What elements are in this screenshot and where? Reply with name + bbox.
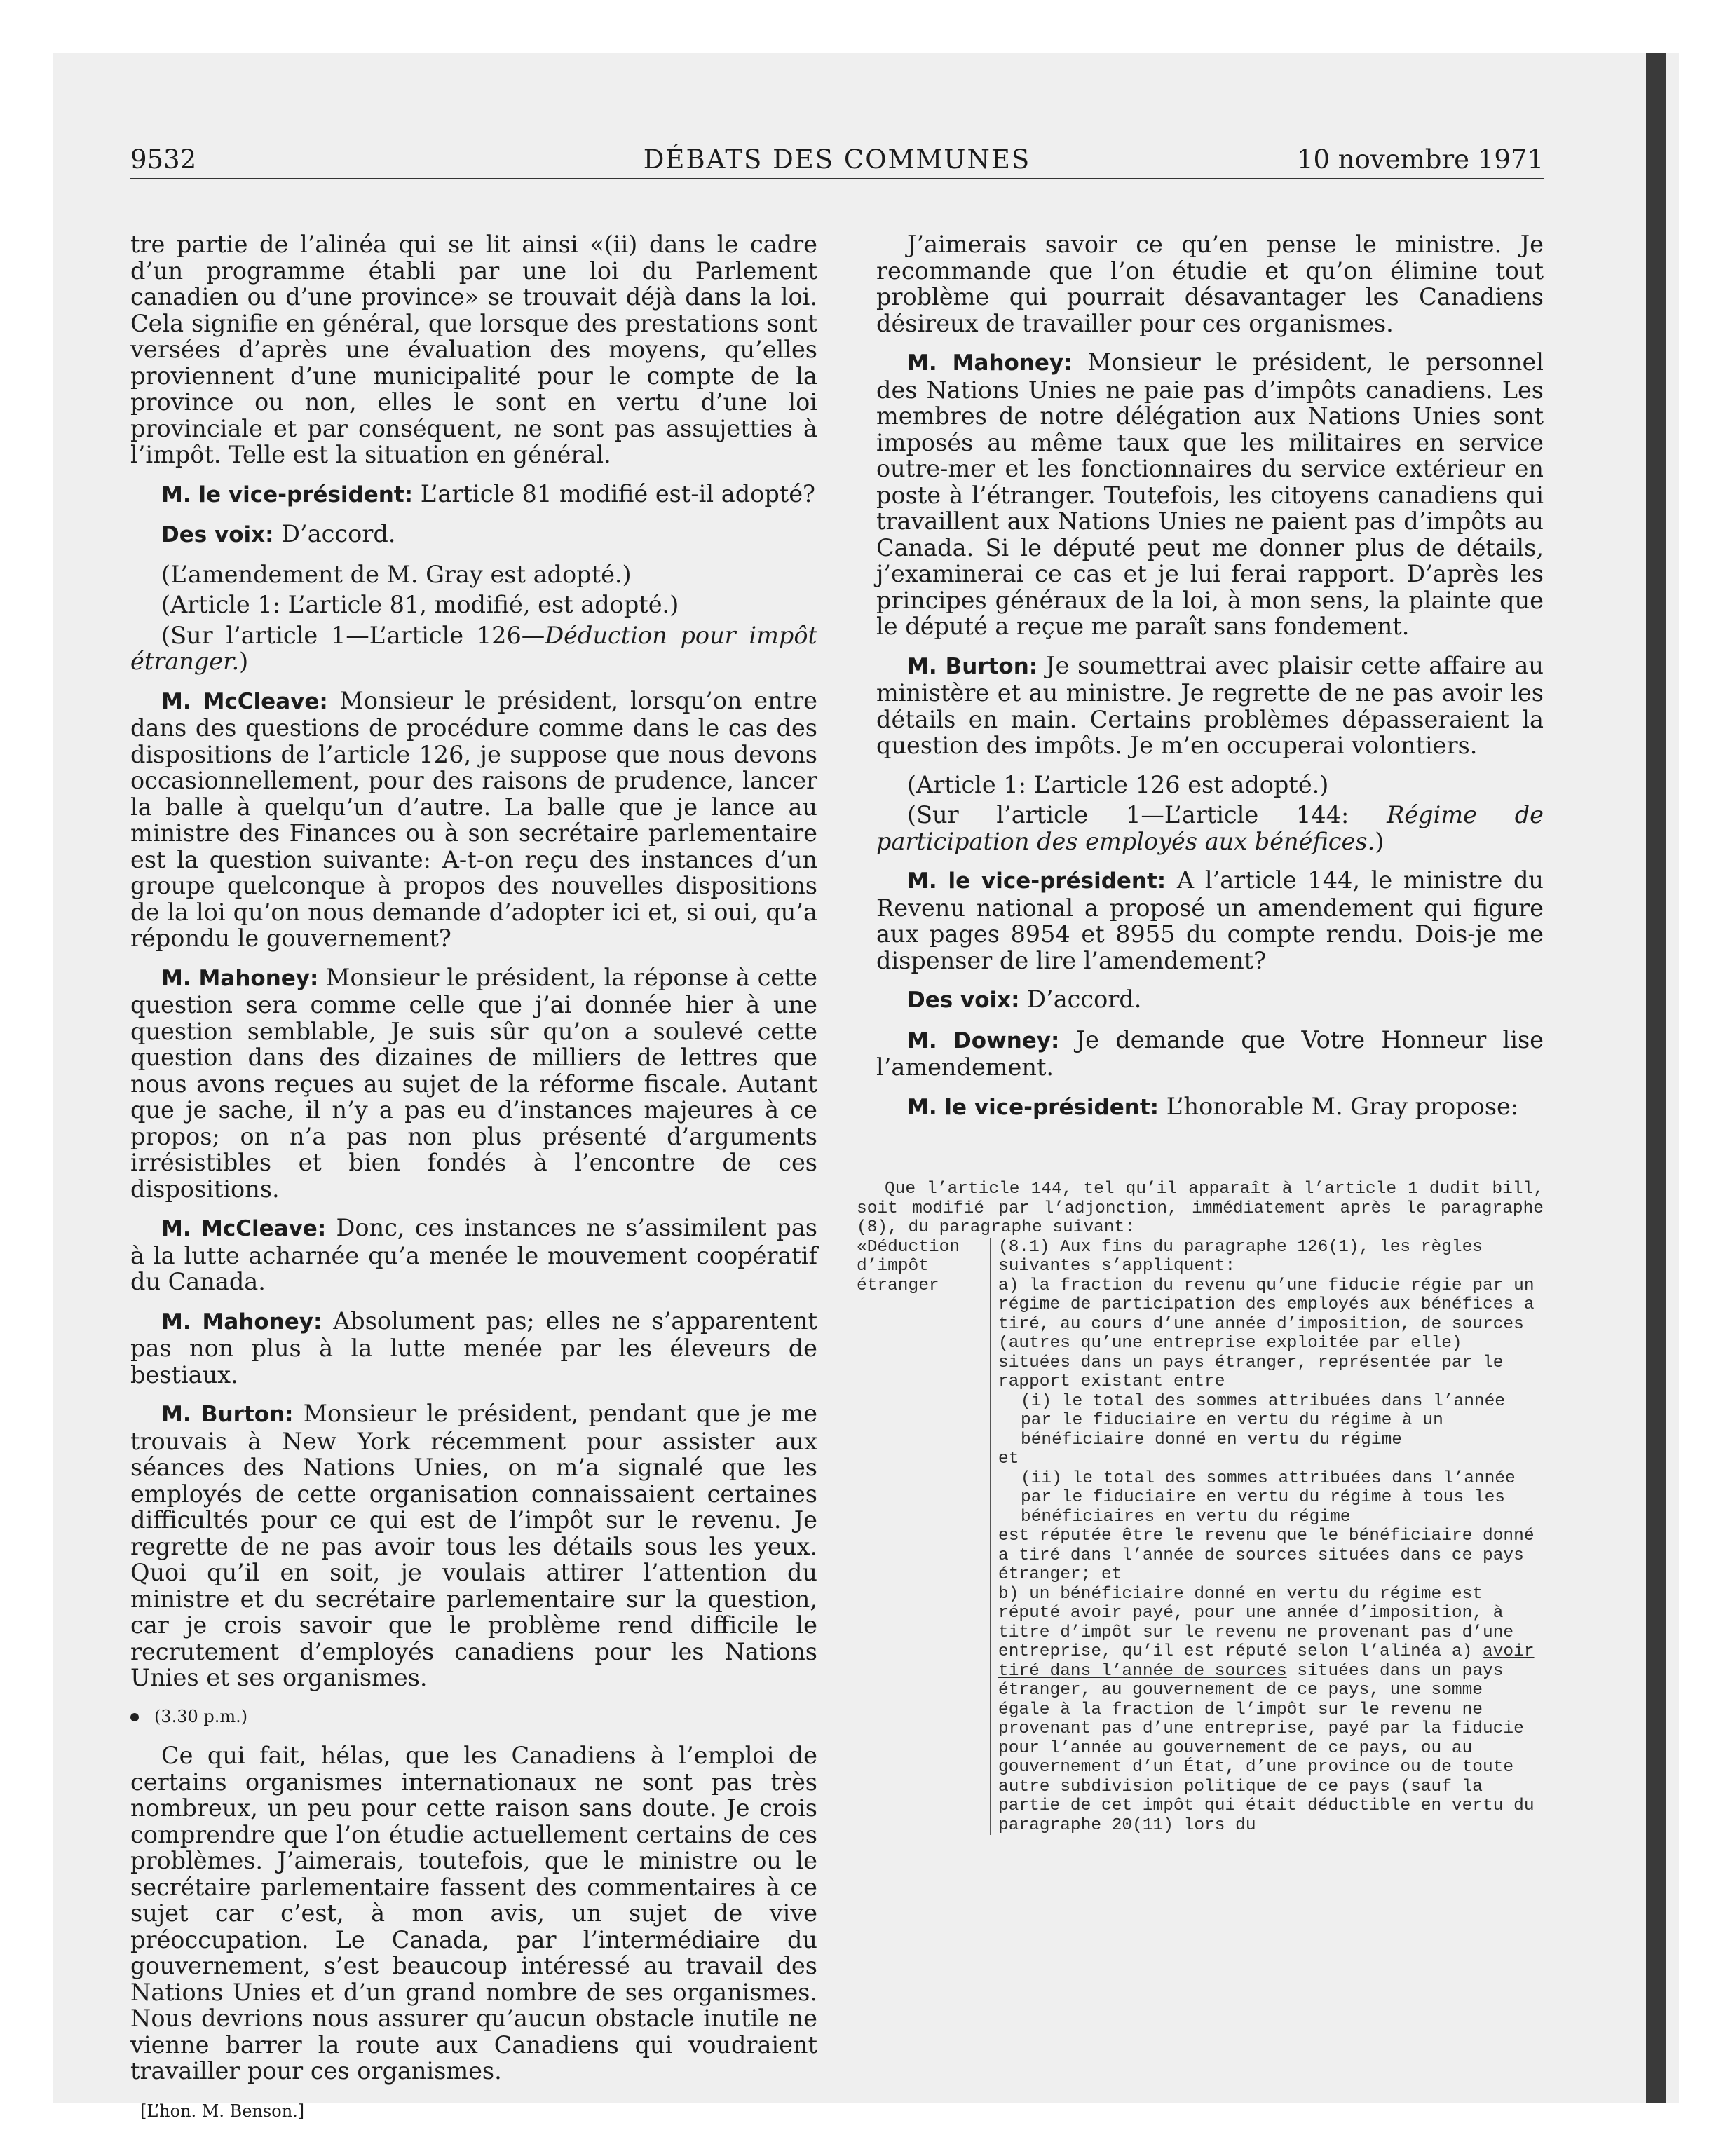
paragraph: J’aimerais savoir ce qu’en pense le ministre. Je recommande que l’on étudie et qu’on élimine tout problème qui pourrait désavantager les Canadiens désireux de travailler pour ces organismes. xyxy=(876,231,1544,337)
page-date: 10 novembre 1971 xyxy=(1296,144,1544,175)
speaker-name: M. Mahoney: xyxy=(161,965,319,991)
publication-title: DÉBATS DES COMMUNES xyxy=(643,144,1031,175)
procedural-note: (L’amendement de M. Gray est adopté.) xyxy=(161,560,632,588)
paragraph: Des voix: D’accord. xyxy=(161,520,396,547)
procedural-note: (Sur l’article 1—L’article 126—Déduction pour impôt étranger.) xyxy=(130,621,817,675)
right-column xyxy=(876,231,1544,1133)
paragraph: M. Mahoney: Monsieur le président, le personnel des Nations Unies ne paie pas d’impôts canadiens. Les membres de notre délégation aux Nations Unies sont imposés au même taux que les militaires en service outre-mer et les fonctionnaires du service extérieur en poste à l’étranger. Toutefois, les citoyens canadiens qui travaillent aux Nations Unies ne paient pas d’impôts au Canada. Si le député peut me donner plus de détails, j’examinerai ce cas et je lui ferai rapport. D’après les principes généraux de la loi, à mon sens, la plainte que le député a reçue me paraît sans fondement. xyxy=(876,348,1544,640)
speaker-name: Des voix: xyxy=(161,522,274,547)
paragraph: M. Downey: Je demande que Votre Honneur lise l’amendement. xyxy=(876,1025,1544,1081)
paragraph: M. McCleave: Monsieur le président, lorsqu’on entre dans des questions de procédure comme dans le cas des dispositions de l’article 126, je suppose que nous devons occasionnellement, pour des raisons de prudence, lancer la balle à quelqu’un d’autre. La balle que je lance au ministre des Finances ou à son secrétaire parlementaire est la question suivante: A-t-on reçu des instances d’un groupe quelconque à propos des nouvelles dispositions de la loi qu’on nous demande d’adopter ici et, si oui, qu’a répondu le gouvernement? xyxy=(130,686,818,952)
speaker-byline: [L’hon. M. Benson.] xyxy=(140,2101,305,2121)
paragraph: M. le vice-président: L’honorable M. Gray propose: xyxy=(907,1092,1519,1120)
speaker-name: M. Burton: xyxy=(907,653,1038,679)
amendment-intro: Que l’article 144, tel qu’il apparaît à l’article 1 dudit bill, soit modifié par l’adjonction, immédiatement après le paragraphe (8), du paragraphe suivant: xyxy=(857,1180,1544,1237)
speaker-name: M. McCleave: xyxy=(161,1216,327,1241)
paragraph: tre partie de l’alinéa qui se lit ainsi «(ii) dans le cadre d’un programme établi par une loi du Parlement canadien ou d’une province» se trouvait déjà dans la loi. Cela signifie en général, que lorsque des prestations sont versées d’après une évaluation des moyens, qu’elles proviennent d’une municipalité pour le compte de la province ou non, elles le sont en vertu d’une loi provinciale et par conséquent, ne sont pas assujetties à l’impôt. Telle est la situation en général. xyxy=(130,231,817,468)
paragraph: M. le vice-président: L’article 81 modifié est-il adopté? xyxy=(161,479,816,507)
procedural-note: (Sur l’article 1—L’article 144: Régime de participation des employés aux bénéfices.) xyxy=(876,801,1544,855)
paragraph: M. Burton: Je soumettrai avec plaisir cette affaire au ministère et au ministre. Je regrette de ne pas avoir les détails en main. Certains problèmes dépasseraient la question des impôts. Je m’en occuperai volontiers. xyxy=(876,651,1544,759)
margin-note: «Déduction d’impôt étranger xyxy=(857,1237,960,1295)
time-marker: (3.30 p.m.) xyxy=(130,1704,817,1731)
speaker-name: M. le vice-président: xyxy=(907,1094,1159,1120)
paragraph: Des voix: D’accord. xyxy=(907,985,1142,1013)
paragraph: M. le vice-président: A l’article 144, le ministre du Revenu national a proposé un amendement qui figure aux pages 8954 et 8955 du compte rendu. Dois-je me dispenser de lire l’amendement? xyxy=(876,866,1544,974)
clause: et xyxy=(998,1449,1019,1468)
page-header xyxy=(130,144,1544,179)
clause: b) un bénéficiaire donné en vertu du régime est réputé avoir payé, pour une année d’imposition, à titre d’impôt sur le revenu ne provenant pas d’une entreprise, qu’il est réputé selon l’alinéa a) avoir tiré dans l’année de sources situées dans un pays étranger, au gouvernement de ce pays, une somme égale à la fraction de l’impôt sur le revenu ne provenant pas d’une entreprise, payé par la fiducie pour l’année au gouvernement de ce pays, ou au gouvernement d’un État, d’une province ou de toute autre subdivision politique de ce pays (sauf la partie de cet impôt qui était déductible en vertu du paragraphe 20(11) lors du xyxy=(998,1584,1535,1835)
paragraph: M. Mahoney: Absolument pas; elles ne s’apparentent pas non plus à la lutte menée par les éleveurs de bestiaux. xyxy=(130,1306,817,1389)
procedural-note: (Article 1: L’article 81, modifié, est adopté.) xyxy=(161,591,679,618)
left-column xyxy=(130,231,817,2137)
amendment-text xyxy=(857,1180,1544,1835)
amendment-clauses xyxy=(990,1238,1544,1836)
bullet-icon xyxy=(130,1713,139,1721)
speaker-name: M. Mahoney: xyxy=(161,1309,322,1335)
clause: (i) le total des sommes attribuées dans l’année par le fiduciaire en vertu du régime à un bénéficiaire donné en vertu du régime xyxy=(1021,1391,1506,1449)
page-number: 9532 xyxy=(130,144,197,175)
clause: (ii) le total des sommes attribuées dans l’année par le fiduciaire en vertu du régime à tous les bénéficiaires en vertu du régime xyxy=(1021,1468,1516,1527)
procedural-note: (Article 1: L’article 126 est adopté.) xyxy=(907,770,1329,798)
paragraph: M. McCleave: Donc, ces instances ne s’assimilent pas à la lutte acharnée qu’a menée le mouvement coopératif du Canada. xyxy=(130,1214,817,1295)
scan-edge xyxy=(1646,53,1666,2103)
paragraph: M. Burton: Monsieur le président, pendant que je me trouvais à New York récemment pour assister aux séances des Nations Unies, on m’a signalé que les employés de cette organisation connaissaient certaines difficultés pour ce qui est de l’impôt sur le revenu. Je regrette de ne pas avoir tous les détails sous les yeux. Quoi qu’il en soit, je voulais attirer l’attention du ministre et du secrétaire parlementaire sur la question, car je crois savoir que le problème rend difficile le recrutement d’employés canadiens pour les Nations Unies et ses organismes. xyxy=(130,1400,817,1691)
amendment-body xyxy=(857,1238,1544,1836)
speaker-name: M. Burton: xyxy=(161,1402,294,1427)
speaker-name: M. McCleave: xyxy=(161,688,328,714)
paragraph: M. Mahoney: Monsieur le président, la réponse à cette question sera comme celle que j’ai donnée hier à une question semblable, Je suis sûr qu’on a soulevé cette question dans des dizaines de milliers de lettres que nous avons reçues au sujet de la réforme fiscale. Autant que je sache, il n’y a pas eu d’instances majeures à ce propos; on n’a pas non plus présenté d’arguments irrésistibles et bien fondés à l’encontre de ces dispositions. xyxy=(130,963,817,1203)
speaker-name: M. Downey: xyxy=(907,1028,1060,1053)
clause: (8.1) Aux fins du paragraphe 126(1), les règles suivantes s’appliquent: xyxy=(998,1237,1483,1276)
paragraph: Ce qui fait, hélas, que les Canadiens à l’emploi de certains organismes internationaux ne sont pas très nombreux, un peu pour cette raison sans doute. Je crois comprendre que l’on étudie actuellement certains de ces problèmes. J’aimerais, toutefois, que le ministre ou le secrétaire parlementaire fassent des commentaires à ce sujet car c’est, à mon avis, un sujet de vive préoccupation. Le Canada, par l’intermédiaire du gouvernement, s’est beaucoup intéressé au travail des Nations Unies et d’un grand nombre de ses organismes. Nous devrions nous assurer qu’aucun obstacle inutile ne vienne barrer la route aux Canadiens qui voudraient travailler pour ces organismes. xyxy=(130,1742,817,2085)
speaker-name: M. Mahoney: xyxy=(907,350,1073,376)
clause: a) la fraction du revenu qu’une fiducie régie par un régime de participation des employés aux bénéfices a tiré, au cours d’une année d’imposition, de sources (autres qu’une entreprise exploitée par elle) situées dans un pays étranger, représentée par le rapport existant entre xyxy=(998,1276,1535,1391)
speaker-name: M. le vice-président: xyxy=(907,868,1166,894)
speaker-name: M. le vice-président: xyxy=(161,482,414,507)
speaker-name: Des voix: xyxy=(907,988,1020,1013)
clause: est réputée être le revenu que le bénéficiaire donné a tiré dans l’année de sources situées dans ce pays étranger; et xyxy=(998,1527,1535,1584)
